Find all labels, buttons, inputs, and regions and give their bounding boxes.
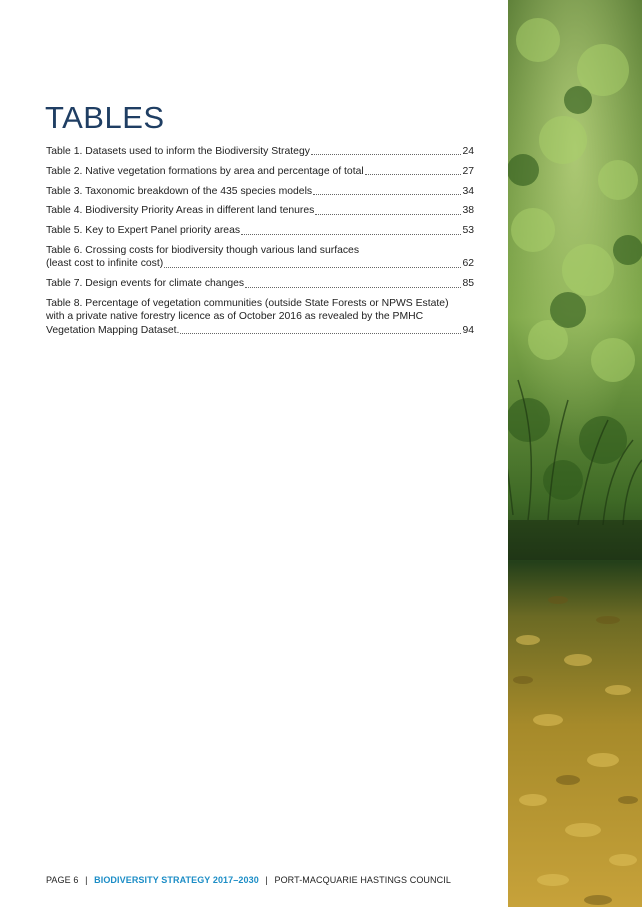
toc-page-number: 27 [462,165,474,177]
toc-entry-last-line [46,324,474,337]
toc-page-number: 34 [462,185,474,197]
toc-page-number: 62 [462,258,474,270]
toc-entry-last-line [46,277,474,290]
toc-entry-title-line: Vegetation Mapping Dataset. [46,324,180,336]
toc-entry-title-line: Table 3. Taxonomic breakdown of the 435 species models [46,185,313,197]
footer-separator: | [265,875,268,885]
toc-entry-last-line [46,185,474,198]
toc-dot-leader [245,287,461,288]
footer-page-label: PAGE 6 [46,875,79,885]
toc-entry[interactable] [46,244,474,271]
toc-entry-title-line: Table 5. Key to Expert Panel priority areas [46,225,241,237]
toc-dot-leader [180,333,461,334]
footer-strategy-title: BIODIVERSITY STRATEGY 2017–2030 [94,875,259,885]
toc-entry[interactable] [46,145,474,158]
toc-entry[interactable] [46,224,474,237]
toc-page-number: 38 [462,205,474,217]
toc-entry-title-line: Table 7. Design events for climate changes [46,278,245,290]
toc-dot-leader [313,194,461,195]
toc-entry[interactable] [46,277,474,290]
toc-entry-title-line: Table 8. Percentage of vegetation communities (outside State Forests or NPWS Estate) [46,297,449,309]
toc-entry-title-line: with a private native forestry licence as of October 2016 as revealed by the PMHC [46,311,424,323]
toc-entry-title-line: Table 2. Native vegetation formations by area and percentage of total [46,165,364,177]
page-footer [46,875,451,885]
toc-page-number: 94 [462,324,474,336]
footer-separator: | [85,875,88,885]
toc-entry-title-line: Table 4. Biodiversity Priority Areas in different land tenures [46,205,315,217]
footer-council-name: PORT-MACQUARIE HASTINGS COUNCIL [274,875,451,885]
toc-entry[interactable] [46,165,474,178]
toc-entry-last-line [46,165,474,178]
toc-dot-leader [315,214,461,215]
table-of-contents [46,145,474,344]
toc-dot-leader [365,174,461,175]
toc-entry-last-line [46,224,474,237]
toc-entry[interactable] [46,297,474,337]
toc-entry-last-line [46,257,474,270]
toc-entry[interactable] [46,204,474,217]
nature-photo-illustration [508,0,642,907]
toc-page-number: 85 [462,278,474,290]
toc-entry-last-line [46,145,474,158]
toc-entry-title-line: Table 6. Crossing costs for biodiversity though various land surfaces [46,244,360,256]
toc-entry-title-line: Table 1. Datasets used to inform the Biodiversity Strategy [46,146,310,157]
toc-entry[interactable] [46,185,474,198]
nature-photo [508,0,642,907]
toc-page-number: 53 [462,225,474,237]
toc-dot-leader [164,267,461,268]
toc-page-number: 24 [462,146,474,157]
toc-dot-leader [311,154,461,155]
toc-entry-title-line: (least cost to infinite cost) [46,258,164,270]
toc-entry-last-line [46,204,474,217]
page-title: TABLES [45,100,165,135]
toc-dot-leader [241,234,461,235]
